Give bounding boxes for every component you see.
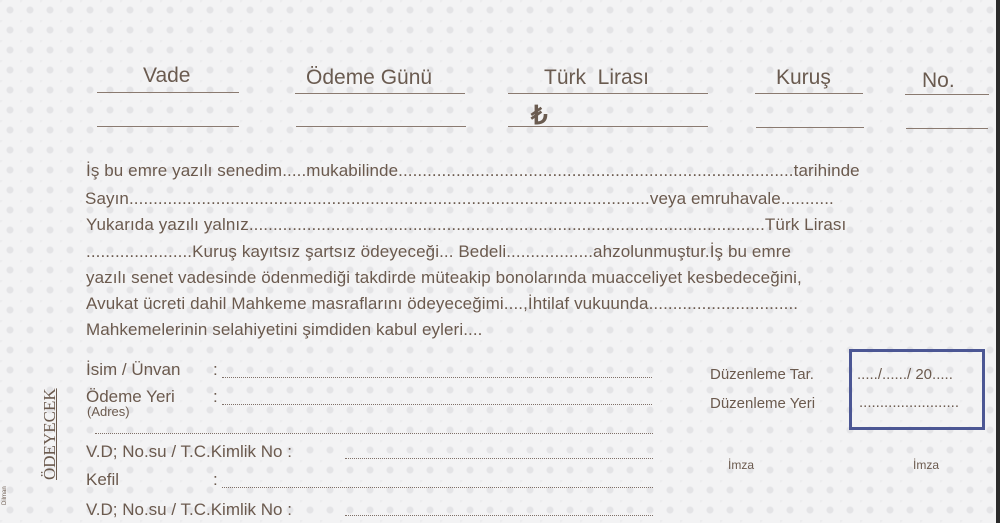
printer-mark: Dilman (2, 486, 8, 505)
vd-no-label-2: V.D; No.su / T.C.Kimlik No : (86, 500, 292, 519)
header-no: No. (922, 69, 955, 92)
odeme-yeri-field[interactable] (222, 404, 652, 405)
vd-no-field-2[interactable] (345, 515, 653, 516)
imza-right-label: İmza (913, 458, 940, 472)
odeme-yeri-label: Ödeme Yeri (86, 387, 175, 406)
odeme-gunu-entry-line[interactable] (296, 126, 466, 127)
turkish-lira-icon: ₺ (531, 100, 548, 130)
odeme-yeri-colon: : (213, 387, 218, 406)
imza-left-label: İmza (728, 458, 755, 472)
no-entry-line[interactable] (906, 128, 988, 129)
header-vade: Vade (143, 64, 191, 87)
vade-entry-line[interactable] (97, 126, 239, 127)
body-line-2: Sayın............................................................................................................veya emruhavale........... (85, 189, 834, 208)
isim-unvan-label: İsim / Ünvan (86, 360, 181, 379)
vd-no-field-1[interactable] (345, 458, 653, 459)
vd-no-label-1: V.D; No.su / T.C.Kimlik No : (86, 442, 292, 461)
odeme-gunu-header-rule (295, 93, 465, 94)
duzenleme-tar-label: Düzenleme Tar. (710, 366, 814, 383)
body-line-1: İş bu emre yazılı senedim.....mukabilinde..................................................................................tarihinde (86, 161, 860, 180)
kefil-field[interactable] (222, 487, 653, 488)
kefil-label: Kefil (86, 470, 120, 489)
duzenleme-yeri-value[interactable]: ........................ (859, 394, 960, 411)
page-edge-shadow (996, 0, 1000, 523)
duzenleme-yeri-label: Düzenleme Yeri (710, 395, 816, 412)
vade-header-rule (97, 92, 239, 93)
highlight-box (849, 349, 985, 430)
body-line-6: Avukat ücreti dahil Mahkeme masraflarını ödeyeceğimi....,İhtilaf vukuunda............................... (86, 294, 799, 313)
odeyecek-side-label: ÖDEYECEK (40, 388, 59, 480)
adres-field[interactable] (95, 433, 653, 434)
header-kurus: Kuruş (776, 66, 831, 89)
header-turk-lirasi: Türk Lirası (544, 66, 650, 89)
body-line-4: ......................Kuruş kayıtsız şartsız ödeyeceği... Bedeli..................ahzolunmuştur.İş bu emre (86, 242, 792, 261)
turk-lirasi-entry-line[interactable] (508, 126, 708, 127)
no-header-rule (905, 94, 989, 95)
body-line-5: yazılı senet vadesinde ödenmediği takdirde müteakip bonolarında muacceliyet kesbedeceğini, (86, 268, 802, 287)
adres-label: (Adres) (87, 404, 130, 419)
isim-unvan-colon: : (213, 360, 218, 379)
turk-lirasi-header-rule (508, 93, 708, 94)
body-line-7: Mahkemelerinin selahiyetini şimdiden kabul eyleri.... (86, 320, 483, 339)
kurus-header-rule (755, 93, 863, 94)
isim-unvan-field[interactable] (222, 377, 652, 378)
body-line-3: Yukarıda yazılı yalnız...........................................................................................................Türk Lirası (86, 215, 847, 234)
kurus-entry-line[interactable] (756, 127, 864, 128)
kefil-colon: : (213, 470, 218, 489)
duzenleme-tar-value[interactable]: ...../....../ 20..... (857, 366, 953, 383)
header-odeme-gunu: Ödeme Günü (306, 66, 433, 89)
